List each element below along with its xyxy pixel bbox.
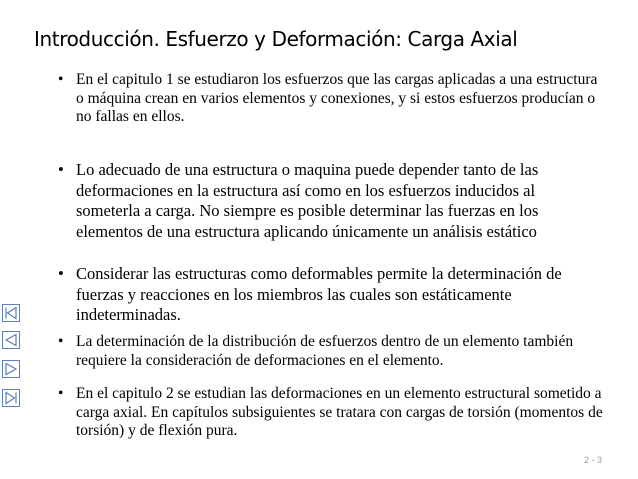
first-slide-button[interactable] <box>2 304 20 322</box>
last-slide-icon <box>2 389 20 407</box>
first-slide-icon <box>2 304 20 322</box>
slide-title: Introducción. Esfuerzo y Deformación: Carga Axial <box>34 27 518 51</box>
bullet-item: • La determinación de la distribución de esfuerzos dentro de un elemento también requiere la consideración de deformaciones en el elemento. <box>58 333 603 370</box>
page-number: 2 - 3 <box>583 455 602 465</box>
next-slide-icon <box>2 360 20 378</box>
bullet-item: • Lo adecuado de una estructura o maquina puede depender tanto de las deformaciones en la estructura así como en los esfuerzos inducidos al someterla a carga. No siempre es posible determinar las fuerzas en los elementos de una estructura aplicando únicamente un análisis estático <box>58 160 603 242</box>
last-slide-button[interactable] <box>2 389 20 407</box>
bullet-item: • En el capitulo 2 se estudian las deformaciones en un elemento estructural sometido a carga axial. En capítulos subsiguientes se tratara con cargas de torsión (momentos de torsión) y de flexión pura. <box>58 385 603 441</box>
bullet-item: • Considerar las estructuras como deformables permite la determinación de fuerzas y reacciones en los miembros las cuales son estáticamente indeterminadas. <box>58 264 603 326</box>
next-slide-button[interactable] <box>2 360 20 378</box>
bullet-item: • En el capitulo 1 se estudiaron los esfuerzos que las cargas aplicadas a una estructura o máquina crean en varios elementos y conexiones, y si estos esfuerzos producían o no fallas en ellos. <box>58 71 603 127</box>
previous-slide-button[interactable] <box>2 331 20 349</box>
previous-slide-icon <box>2 331 20 349</box>
